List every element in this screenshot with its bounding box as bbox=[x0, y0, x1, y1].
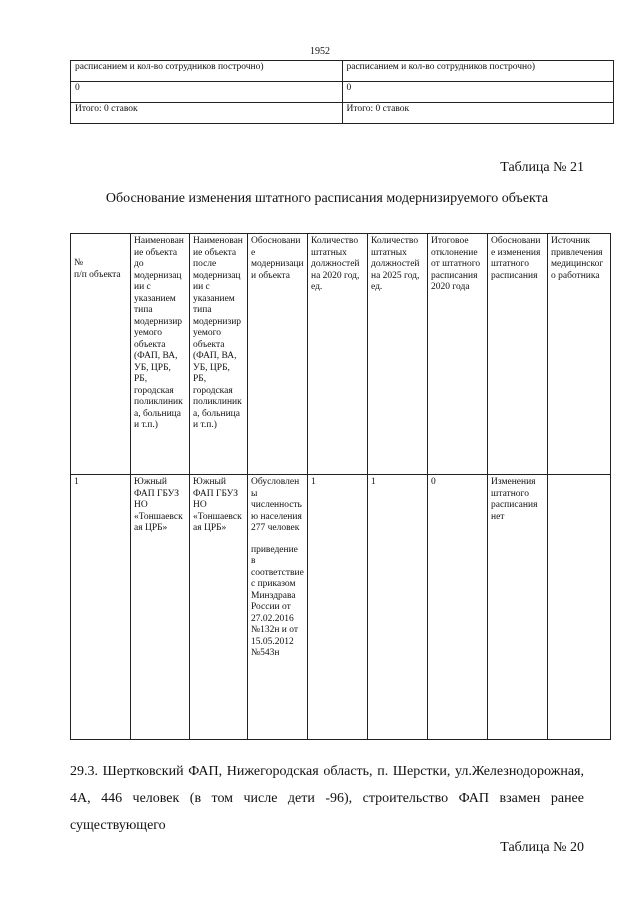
section-paragraph: 29.3. Шертковский ФАП, Нижегородская область, п. Шерстки, ул.Железнодорожная, 4А, 446 человек (в том числе дети -96), строительство ФАП взамен ранее существующего bbox=[70, 764, 584, 833]
cell-justification bbox=[248, 475, 308, 740]
cell-count-2025: 1 bbox=[368, 475, 428, 740]
continued-table bbox=[70, 60, 614, 124]
cell-name-before: Южный ФАП ГБУЗ НО «Тоншаевская ЦРБ» bbox=[131, 475, 190, 740]
table-row bbox=[71, 475, 611, 740]
cell-source bbox=[548, 475, 611, 740]
table-caption: Таблица № 20 bbox=[500, 840, 584, 855]
page-number: 1952 bbox=[310, 46, 330, 57]
table-cell: расписанием и кол-во сотрудников построчно) bbox=[71, 61, 343, 82]
table-cell: расписанием и кол-во сотрудников построчно) bbox=[342, 61, 614, 82]
table-row bbox=[71, 61, 614, 82]
cell-number: 1 bbox=[71, 475, 131, 740]
justification-order: приведение в соответствие с приказом Минздрава России от 27.02.2016 №132н и от 15.05.2012 №543н bbox=[251, 544, 304, 658]
cell-name-after: Южный ФАП ГБУЗ НО «Тоншаевская ЦРБ» bbox=[190, 475, 248, 740]
section-title: Обоснование изменения штатного расписания модернизируемого объекта bbox=[105, 191, 549, 206]
table-row bbox=[71, 103, 614, 124]
header-deviation: Итоговое отклонение от штатного расписания 2020 года bbox=[428, 234, 488, 475]
header-row bbox=[71, 234, 611, 475]
table-cell: Итого: 0 ставок bbox=[342, 103, 614, 124]
table-caption: Таблица № 21 bbox=[500, 160, 584, 175]
header-count-2025: Количество штатных должностей на 2025 год, ед. bbox=[368, 234, 428, 475]
table-cell: 0 bbox=[71, 82, 343, 103]
staffing-table bbox=[70, 233, 611, 740]
header-name-before: Наименование объекта до модернизации с указанием типа модернизируемого объекта (ФАП, ВА, УБ, ЦРБ, РБ, городская поликлиника, больница и т.п.) bbox=[131, 234, 190, 475]
header-justification: Обоснование модернизации объекта bbox=[248, 234, 308, 475]
header-name-after: Наименование объекта после модернизации с указанием типа модернизируемого объекта (ФАП, ВА, УБ, ЦРБ, РБ, городская поликлиника, больница и т.п.) bbox=[190, 234, 248, 475]
cell-change-reason: Изменения штатного расписания нет bbox=[488, 475, 548, 740]
table-cell: 0 bbox=[342, 82, 614, 103]
cell-deviation: 0 bbox=[428, 475, 488, 740]
header-change-reason: Обоснование изменения штатного расписания bbox=[488, 234, 548, 475]
table-cell: Итого: 0 ставок bbox=[71, 103, 343, 124]
header-source: Источник привлечения медицинского работника bbox=[548, 234, 611, 475]
cell-count-2020: 1 bbox=[308, 475, 368, 740]
header-number: № п/п объекта bbox=[71, 234, 131, 475]
table-row bbox=[71, 82, 614, 103]
header-count-2020: Количество штатных должностей на 2020 год, ед. bbox=[308, 234, 368, 475]
justification-population: Обусловлены численностью населения 277 человек bbox=[251, 477, 302, 533]
